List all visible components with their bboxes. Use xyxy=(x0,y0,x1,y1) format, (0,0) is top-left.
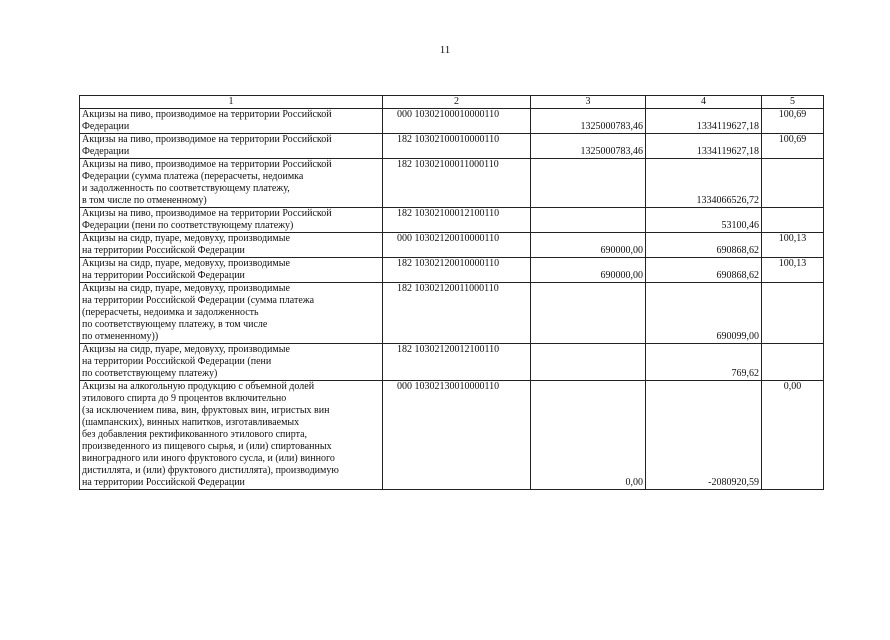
table-row xyxy=(80,381,824,490)
table-row xyxy=(80,344,824,381)
table-row xyxy=(80,233,824,258)
row-name-cell: Акцизы на сидр, пуаре, медовуху, производимые на территории Российской Федерации xyxy=(80,258,383,283)
row-actual-cell: 53100,46 xyxy=(646,208,762,233)
row-actual-cell: 1334119627,18 xyxy=(646,134,762,159)
row-code-cell: 182 10302120010000110 xyxy=(383,258,531,283)
row-actual-cell: -2080920,59 xyxy=(646,381,762,490)
row-percent-cell: 100,69 xyxy=(762,109,824,134)
column-header-2: 2 xyxy=(383,96,531,109)
row-name-cell: Акцизы на пиво, производимое на территории Российской Федерации xyxy=(80,134,383,159)
row-code-cell: 182 10302100012100110 xyxy=(383,208,531,233)
row-code-cell: 182 10302100010000110 xyxy=(383,134,531,159)
row-plan-cell: 1325000783,46 xyxy=(531,134,646,159)
row-name-cell: Акцизы на сидр, пуаре, медовуху, производимые на территории Российской Федерации (сумма платежа (перерасчеты, недоимка и задолженность по соответствующему платежу, в том числе по отмененному)) xyxy=(80,283,383,344)
row-name-cell: Акцизы на сидр, пуаре, медовуху, производимые на территории Российской Федерации xyxy=(80,233,383,258)
row-plan-cell xyxy=(531,208,646,233)
row-code-cell: 000 10302100010000110 xyxy=(383,109,531,134)
table-row xyxy=(80,258,824,283)
table-row xyxy=(80,208,824,233)
row-plan-cell: 690000,00 xyxy=(531,233,646,258)
page-number: 11 xyxy=(439,44,451,56)
column-header-3: 3 xyxy=(531,96,646,109)
row-code-cell: 182 10302120011000110 xyxy=(383,283,531,344)
column-header-4: 4 xyxy=(646,96,762,109)
row-name-cell: Акцизы на сидр, пуаре, медовуху, производимые на территории Российской Федерации (пени по соответствующему платежу) xyxy=(80,344,383,381)
row-plan-cell xyxy=(531,159,646,208)
header-row xyxy=(80,96,824,109)
row-plan-cell: 690000,00 xyxy=(531,258,646,283)
row-code-cell: 182 10302100011000110 xyxy=(383,159,531,208)
row-actual-cell: 769,62 xyxy=(646,344,762,381)
row-actual-cell: 1334066526,72 xyxy=(646,159,762,208)
row-percent-cell xyxy=(762,159,824,208)
row-actual-cell: 1334119627,18 xyxy=(646,109,762,134)
row-plan-cell: 1325000783,46 xyxy=(531,109,646,134)
column-header-1: 1 xyxy=(80,96,383,109)
row-name-cell: Акцизы на пиво, производимое на территории Российской Федерации (пени по соответствующему платежу) xyxy=(80,208,383,233)
table-row xyxy=(80,134,824,159)
row-name-cell: Акцизы на алкогольную продукцию с объемной долей этилового спирта до 9 процентов включительно (за исключением пива, вин, фруктовых вин, игристых вин (шампанских), винных напитков, изготавливаемых без добавления ректификованного этилового спирта, произведенного из пищевого сырья, и (или) спиртованных виноградного или иного фруктового сусла, и (или) винного дистиллята, и (или) фруктового дистиллята), производимую на территории Российской Федерации xyxy=(80,381,383,490)
table-row xyxy=(80,283,824,344)
row-percent-cell xyxy=(762,344,824,381)
row-percent-cell xyxy=(762,283,824,344)
row-plan-cell: 0,00 xyxy=(531,381,646,490)
row-plan-cell xyxy=(531,344,646,381)
row-actual-cell: 690868,62 xyxy=(646,233,762,258)
table-body xyxy=(80,109,824,490)
row-code-cell: 000 10302120010000110 xyxy=(383,233,531,258)
revenue-table xyxy=(79,95,824,490)
row-actual-cell: 690868,62 xyxy=(646,258,762,283)
row-actual-cell: 690099,00 xyxy=(646,283,762,344)
column-header-5: 5 xyxy=(762,96,824,109)
row-code-cell: 182 10302120012100110 xyxy=(383,344,531,381)
row-percent-cell: 100,13 xyxy=(762,258,824,283)
row-percent-cell: 0,00 xyxy=(762,381,824,490)
row-percent-cell: 100,13 xyxy=(762,233,824,258)
row-name-cell: Акцизы на пиво, производимое на территории Российской Федерации xyxy=(80,109,383,134)
row-code-cell: 000 10302130010000110 xyxy=(383,381,531,490)
row-percent-cell: 100,69 xyxy=(762,134,824,159)
table-row xyxy=(80,159,824,208)
row-plan-cell xyxy=(531,283,646,344)
row-name-cell: Акцизы на пиво, производимое на территории Российской Федерации (сумма платежа (перерасчеты, недоимка и задолженность по соответствующему платежу, в том числе по отмененному) xyxy=(80,159,383,208)
table-row xyxy=(80,109,824,134)
row-percent-cell xyxy=(762,208,824,233)
